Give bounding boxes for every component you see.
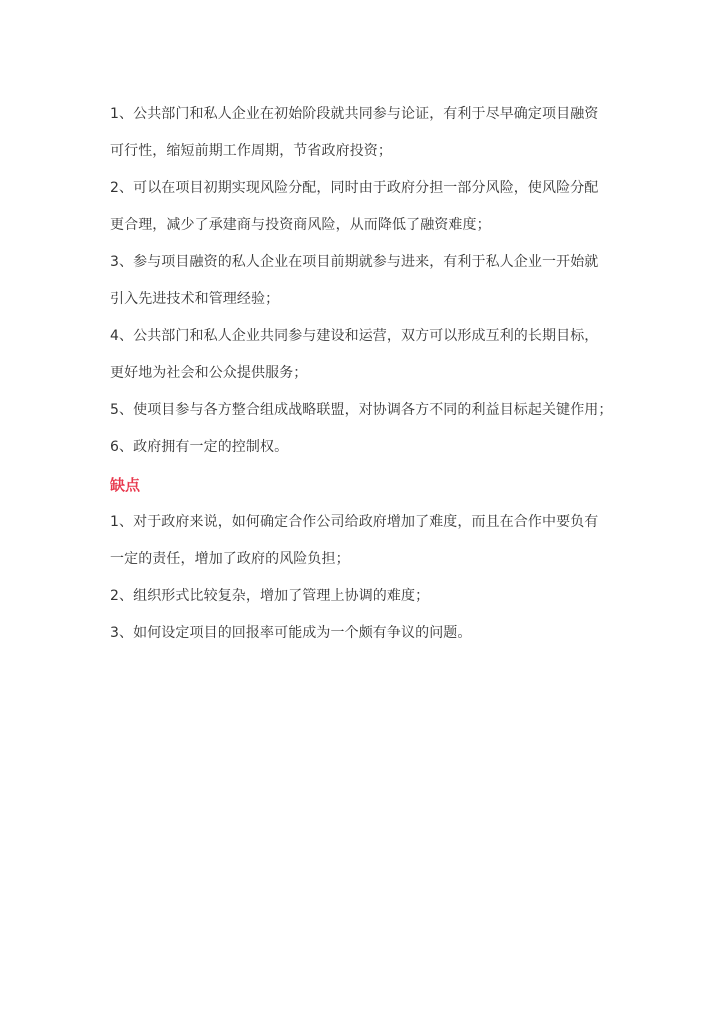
advantage-line-1: 1、公共部门和私人企业在初始阶段就共同参与论证，有利于尽早确定项目融资	[110, 106, 599, 122]
advantage-line-2: 可行性，缩短前期工作周期，节省政府投资；	[110, 143, 392, 159]
document-body	[110, 104, 630, 660]
disadvantage-line-1: 1、对于政府来说，如何确定合作公司给政府增加了难度，而且在合作中要负有	[110, 514, 599, 530]
advantage-line-7: 4、公共部门和私人企业共同参与建设和运营，双方可以形成互利的长期目标，	[110, 328, 599, 344]
advantage-line-3: 2、可以在项目初期实现风险分配，同时由于政府分担一部分风险，使风险分配	[110, 180, 599, 196]
advantage-line-5: 3、参与项目融资的私人企业在项目前期就参与进来，有利于私人企业一开始就	[110, 254, 599, 270]
disadvantage-line-4: 3、如何设定项目的回报率可能成为一个颇有争议的问题。	[110, 625, 472, 641]
advantage-line-10: 6、政府拥有一定的控制权。	[110, 439, 289, 455]
disadvantage-line-3: 2、组织形式比较复杂，增加了管理上协调的难度；	[110, 588, 430, 604]
advantage-line-9: 5、使项目参与各方整合组成战略联盟，对协调各方不同的利益目标起关键作用；	[110, 402, 613, 418]
disadvantage-line-2: 一定的责任，增加了政府的风险负担；	[110, 551, 350, 567]
advantage-line-6: 引入先进技术和管理经验；	[110, 291, 280, 307]
advantage-line-4: 更合理，减少了承建商与投资商风险，从而降低了融资难度；	[110, 217, 491, 233]
advantage-line-8: 更好地为社会和公众提供服务；	[110, 365, 308, 381]
disadvantages-heading: 缺点	[110, 476, 141, 494]
